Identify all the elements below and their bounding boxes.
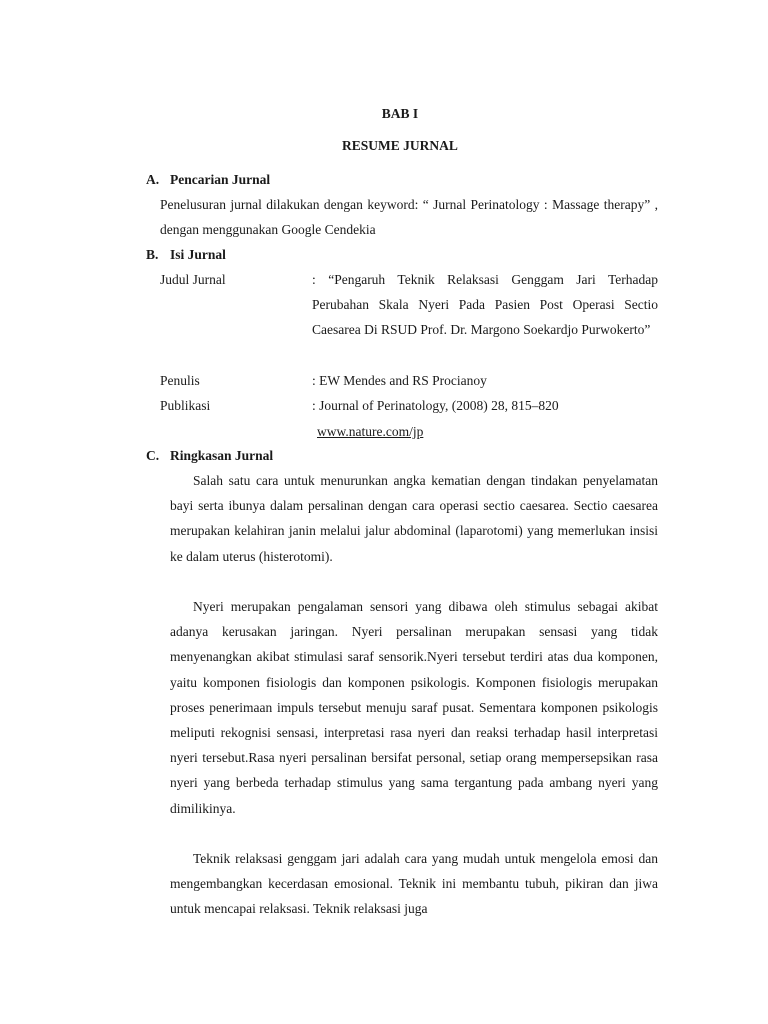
section-a-title: Pencarian Jurnal: [170, 172, 271, 187]
section-b-letter: B.: [146, 247, 159, 262]
penulis-label: Penulis: [160, 373, 200, 388]
section-b-heading: [146, 247, 226, 263]
section-c-heading: [146, 448, 273, 464]
section-a-heading: [146, 172, 270, 188]
section-a-letter: A.: [146, 172, 160, 187]
section-a-body: Penelusuran jurnal dilakukan dengan keyword: “ Jurnal Perinatology : Massage therapy” , dengan menggunakan Google Cendekia: [160, 197, 658, 238]
summary-paragraph-1: Salah satu cara untuk menurunkan angka kematian dengan tindakan penyelamatan bayi serta ibunya dalam persalinan dengan cara operasi sectio caesarea. Sectio caesarea merupakan kelahiran janin melalui jalur abdominal (laparotomi) yang memerlukan insisi ke dalam uterus (histerotomi).: [170, 473, 658, 564]
summary-paragraph-3: Teknik relaksasi genggam jari adalah cara yang mudah untuk mengelola emosi dan mengembangkan kecerdasan emosional. Teknik ini membantu tubuh, pikiran dan jiwa untuk mencapai relaksasi. Teknik relaksasi juga: [170, 851, 658, 917]
document-title: RESUME JURNAL: [342, 138, 458, 153]
judul-value: : “Pengaruh Teknik Relaksasi Genggam Jari Terhadap Perubahan Skala Nyeri Pada Pasien Post Operasi Sectio Caesarea Di RSUD Prof. Dr. Margono Soekardjo Purwokerto”: [312, 272, 658, 338]
chapter-heading: BAB I: [381, 106, 419, 121]
summary-paragraph-2: Nyeri merupakan pengalaman sensori yang dibawa oleh stimulus sebagai akibat adanya kerusakan jaringan. Nyeri persalinan merupakan sensasi yang tidak menyenangkan akibat stimulasi saraf sensorik.Nyeri tersebut terdiri atas dua komponen, yaitu komponen fisiologis dan komponen psikologis. Komponen fisiologis merupakan proses penerimaan impuls tersebut menuju saraf pusat. Sementara komponen psikologis meliputi rekognisi sensasi, interpretasi rasa nyeri dan reaksi terhadap hasil interpretasi nyeri tersebut.Rasa nyeri persalinan bersifat personal, setiap orang mempersepsikan rasa nyeri yang berbeda terhadap stimulus yang sama tergantung pada ambang nyeri yang dimilikinya.: [170, 599, 658, 816]
penulis-value: : EW Mendes and RS Procianoy: [312, 373, 487, 388]
publikasi-label: Publikasi: [160, 398, 211, 413]
judul-label: Judul Jurnal: [160, 272, 226, 287]
publikasi-link[interactable]: www.nature.com/jp: [317, 424, 424, 439]
section-c-letter: C.: [146, 448, 160, 463]
section-c-title: Ringkasan Jurnal: [170, 448, 274, 463]
publikasi-value: : Journal of Perinatology, (2008) 28, 815–820: [312, 398, 559, 413]
section-b-title: Isi Jurnal: [170, 247, 226, 262]
